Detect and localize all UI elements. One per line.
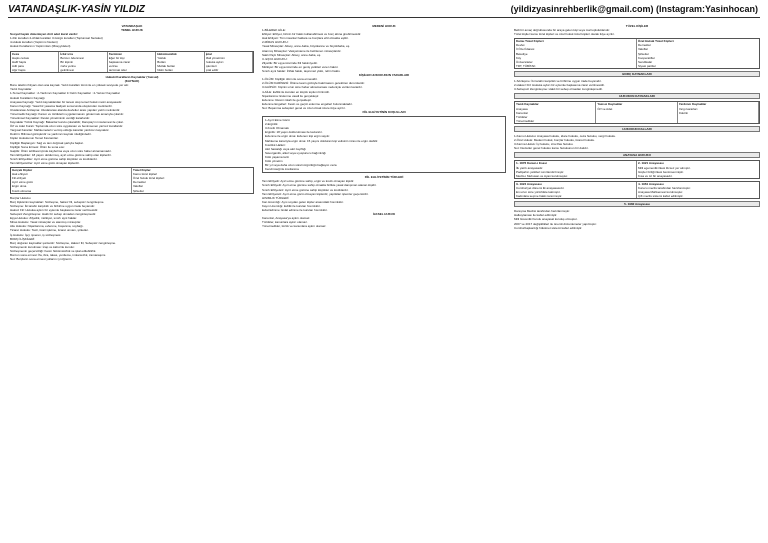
table-cell: Mutlak butlan [157, 63, 176, 68]
table-cell: Siyasi partiler [638, 63, 657, 68]
table-cell: İl Özel İdaresi [516, 47, 535, 52]
text-line: Anayasa Kaynağı: Yazılı kaynaklardan bir tanesi olup temel hukuk metni anayasadır. [10, 99, 123, 104]
table-column [108, 52, 156, 72]
column-1-title: VATANDAŞLIK [121, 24, 143, 28]
column-1-subtitle: TEMEL HUKUK [121, 28, 143, 33]
text-line: Sınırlı Ehliyetli: Ayırt etme gücüne sahip olmakla birlikte yasal danışman atanan kişidir. [262, 183, 377, 188]
table-column [156, 52, 204, 72]
table-cell: Şirketler [638, 51, 650, 56]
text-line: Tam Ehliyetliler: 18 yaşını doldurmuş, ayırt etme gücüne sahip olan kişilerdir. [10, 152, 112, 157]
text-line: Not: Devletler genel hukuku kamu hukukunun bir dalıdır. [514, 146, 589, 151]
table-column [515, 102, 596, 122]
column-2-lines-c [262, 116, 506, 173]
column-3-lines-a [514, 28, 760, 36]
table-cell: Kamu tüzel kişileri [133, 172, 158, 177]
column-2-section-4-title: İLKSEL HUKUK [372, 212, 396, 217]
constitutions-table-2 [514, 181, 760, 199]
header-right-contact: (yildizyasinrehberlik@gmail.com) (Instagram:Yasinhocan) [510, 4, 758, 14]
table-header-cell: İptal [205, 51, 212, 56]
table-cell: Dernekler [133, 180, 147, 185]
text-line: Saklı Paylı Mirasçılar: Altsoy, anne-baba, eş. [262, 52, 322, 57]
text-line: Kan Hısımlığı: Aynı soydan gelen kişiler arasındaki hısımlıktır. [262, 199, 344, 204]
table-cell: Fiil ehliyeti [12, 176, 27, 181]
law-branches-bar: HUKUKUN DALLARI [514, 126, 760, 132]
text-line: Eşya Hukuku: Zilyetlik, mülkiyet, sınırlı ayni haklar. [10, 216, 78, 221]
text-line: 2007 ve 2017 değişiklikleri ile önemli düzenlemeler yapılmıştır. [514, 221, 597, 226]
header-left-title: VATANDAŞLIK-YASİN YILDIZ [8, 4, 145, 15]
text-line: İş Hukuku: İşçi, işveren, iş sözleşmesi. [10, 232, 62, 237]
text-line: 1-BİLEREK HİLE: [262, 28, 286, 33]
table-header-cell: Hükümsüzlük [157, 51, 177, 56]
table-column [515, 182, 637, 198]
text-line: 1-Din kuralları 2-Ahlak kuralları 3-Görgü kuralları (Toplumsal Nezaket) [10, 36, 103, 41]
text-line: Borcun sona ermesi: İfa, ibra, takas, yenileme, imkansızlık, zamanaşımı. [10, 252, 107, 257]
table-cell: Vakıflar [638, 47, 648, 52]
text-line: 2-MİRAS HUKUKU: [262, 40, 289, 45]
text-line: Kendi isteği ile kısıtlanma [265, 167, 299, 172]
table-cell: Mali yönetimin [205, 55, 225, 60]
text-line: 3-Karma Hukuk: İş hukuku, icra iflas hukuku. [514, 142, 574, 147]
table-cell: Ayırt etme gücü [12, 180, 33, 185]
table-cell: Adli para [12, 63, 24, 68]
table-cell: İlk yazılı anayasadır. [516, 165, 544, 170]
text-line: Kanun Kaynağı: Yasal bir yasama faaliyeti sonucunda oluşturulan metinlerdir. [10, 103, 113, 108]
table-header-cell: 1- 1876 Kanun-i Esasi [516, 161, 547, 166]
text-line: Erginlik: 18 yaşın doldurulması ile kazanılır. [265, 130, 323, 135]
text-line: Belli bir amaç doğrultusunda bir araya gelen kişi veya mal topluluklarıdır. [514, 28, 611, 33]
text-line: 3-Sebepsiz Zenginleşme: Haklı bir sebep olmadan zenginleşmedir. [514, 87, 603, 92]
table-cell: Üniversiteler [516, 59, 533, 64]
table-cell: Yargı kararları [678, 106, 698, 111]
text-line: Ticaret Hukuku: Tacir, ticari işletme, ticaret unvanı, şirketler. [10, 228, 89, 233]
text-line: Tam Ehliyetsiz: Ayırt etme gücü olmayan kişilerdir, yaptıkları işlemler geçersizdir. [262, 191, 369, 196]
table-column [11, 168, 132, 193]
table-cell: Yokluk [157, 55, 166, 60]
table-cell: Anayasa Mahkemesi kurulmuştur. [638, 190, 684, 194]
column-1-section-2-title: Hukuki Kuralların Kaynaklar (Yazısal) [105, 75, 159, 80]
table-column [11, 52, 59, 72]
text-line: Danışma Meclisi tarafından hazırlanmıştır. [514, 209, 571, 214]
text-line: Örf ve Adet Kuralı: Toplumda uzun süre uygulanan ve benimsenen yazısız kurallardır. [10, 124, 124, 129]
table-cell: En uzun süre yürürlükte kalmıştır. [516, 190, 561, 194]
text-line: Milli Güvenlik Kurulu anayasal kuruluş olmuştur. [514, 217, 578, 222]
table-cell: Anayasa [516, 106, 528, 111]
text-line: Kötü yaşama tarzı [265, 154, 290, 159]
text-line: 1-Sözleşme: İki tarafın karşılıklı ve birbirine uygun irade beyanıdır. [514, 79, 602, 84]
table-column [515, 39, 637, 68]
column-3 [514, 24, 760, 536]
text-line: 2-Özel Hukuk: Medeni hukuk, borçlar hukuku, ticaret hukuku. [514, 138, 596, 143]
table-cell: getirilmesi [60, 67, 74, 72]
table-header-cell: Yazılı Kaynaklar [516, 102, 539, 107]
text-line: Not: Boşanma sebepleri genel ve özel olmak üzere ikiye ayrılır. [262, 105, 346, 110]
table-cell: Köy [516, 55, 522, 60]
table-cell: Hafif hapis [12, 59, 27, 64]
table-header-cell: Tüzel Kişiler [133, 168, 151, 173]
table-cell: Doktrin [678, 110, 689, 115]
table-column [637, 182, 759, 198]
text-line: BORÇ İLİŞKİLERİ [10, 236, 35, 241]
table-column [515, 161, 637, 177]
text-line: 4-AİLE: Evlilik ile kurulan en küçük toplum birimidir. [262, 89, 330, 94]
column-3-title: TÜZEL KİŞİLER [625, 24, 649, 28]
text-line: 3-Kısıtlı Olmamak [265, 126, 289, 131]
table-cell: Cumhuriyet dönemi ilk anayasasıdır. [516, 185, 565, 190]
table-cell: Ağır hapis [12, 67, 26, 72]
law-sources-bar: HUKUKUN KAYNAKLARI [514, 93, 760, 99]
page-header [0, 0, 768, 20]
table-cell: tazminat öder [108, 67, 127, 72]
text-line: 2-Haksız Fiil: Hukuka aykırı bir eylemle başkasına zarar verilmesidir. [514, 83, 605, 88]
column-2-section-2-title: FİİL EHLİYETİNİN KOŞULLARI [362, 109, 406, 114]
text-line: Sınırlı Ehliyetliler: Ayırt etme gücüne sahip küçükler ve kısıtlılardır. [10, 156, 98, 161]
column-2-title: MEDENİ HUKUK [372, 24, 396, 28]
text-line: 1-Temel Kaynaklar : 2-Yardımcı Kaynaklar 3-Yazılı Kaynaklar : 4-Yazısız Kaynaklar [10, 91, 120, 96]
debt-sources-bar: BORÇ KAYNAKLARI [514, 71, 760, 77]
table-header-cell: Ceza [12, 51, 20, 56]
text-line: Yargısal Kararlar: Mahkemelerin vermiş olduğu kararlar yardımcı kaynaktır. [10, 128, 110, 133]
table-cell: Nisbi butlan [157, 67, 173, 72]
table-cell: işlemleri [205, 63, 217, 68]
table-header-cell: Özel Hukuk Tüzel Kişileri [638, 39, 674, 44]
table-cell: TRT, TÜBİTAK [516, 63, 536, 68]
table-cell: Meclis-i Mebusan ve Ayan kurulmuştur. [516, 173, 568, 178]
column-1-section-2-subtitle: (KAYNAK) [124, 79, 140, 84]
text-line: Kötü yönetim [265, 159, 283, 163]
table-column [205, 52, 253, 72]
text-line: Borç doğuran kaynaklar şunlardır: Sözleşme, Haksız fiil, Sebepsiz zenginleşme. [10, 240, 117, 245]
table-cell: Bir kişinin [60, 59, 74, 64]
text-line: Evlenme ile ergin olma: Evlenen kişi ergin sayılır. [265, 134, 331, 139]
text-line: Kişiliğin Sona Ermesi: Ölüm ile sona erer. [10, 144, 66, 149]
text-line: Hukuki Kuralların Kaynağı [10, 95, 45, 100]
text-line: Atanmış Mirasçılar: Vasiyetname ile belirlenen mirasçılardır. [262, 48, 342, 53]
table-header-cell: 4- 1961 Anayasası [638, 181, 664, 186]
table-cell: Kanunlar [516, 110, 529, 115]
table-cell: başkasına zarar [108, 59, 131, 64]
text-line: Borç ilişkisinin kaynakları: Sözleşme, haksız fiil, sebepsiz zenginleşme. [10, 199, 105, 204]
text-line: HISIMLIK TÜRLERİ [262, 195, 289, 200]
column-1 [10, 24, 254, 536]
text-line: Nişanlanma: Evlenme vaadi ile gerçekleşir. [262, 93, 320, 98]
text-line: Sebepsiz Zenginleşme: Haklı bir sebep olmadan zenginleşmedir. [10, 212, 97, 217]
table-cell: Örf ve Adet [597, 106, 613, 111]
table-cell: verirse [108, 63, 118, 68]
text-line: Tam Ehliyetli: Ayırt etme gücüne sahip, ergin ve kısıtlı olmayan kişidir. [262, 179, 355, 184]
table-cell: Kısa ve öz bir anayasadır. [638, 173, 673, 178]
text-line: 1-ÖLÜM: Kişiliğin ölüm ile sona ermesidir. [262, 77, 318, 82]
text-line: Bunu talebin ihtiyacı olan ana kaynak. Yazılı kuralları tümü ile en yüksek seviyede yer alır. [10, 83, 129, 88]
table-cell: Özel hukuk tüzel kişileri [133, 176, 165, 181]
text-line: Doktrin: Bilimsel görüşlerdir ve yardımcı kaynak niteliğindedir. [10, 132, 92, 137]
text-line: Hukuk Kurallarının Yaptırımları (Müeyyideleri) [10, 44, 71, 49]
law-sources-table [514, 101, 760, 123]
header-divider [8, 17, 760, 18]
text-line: Yönetimsel Kaynaklar: Devlet yönetiminin verdiği kararlardır. [10, 115, 91, 120]
text-line: Hak Ehliyeti: Tüm insanlar haklara ve borçlara ehil olmakta eşittir. [262, 36, 349, 41]
column-1-lines-b [10, 83, 254, 165]
table-header-cell: Yardımcı Kaynaklar [678, 102, 707, 107]
table-cell: iptal edilir [205, 67, 219, 72]
table-cell: Kooperatifler [638, 55, 656, 60]
text-line: 3-GAİPLİK: Kişinin uzun süre haber alınamaması nedeniyle verilen karardır. [262, 85, 363, 90]
text-line: Savurganlık, alkol veya uyuşturucu bağımlılığı [265, 150, 327, 155]
column-2-lines-b [262, 77, 506, 110]
text-line: 4-Hukuk kuralları (Yaptırımı Nedeni) [10, 40, 58, 45]
text-line: Halkoylaması ile kabul edilmiştir. [514, 213, 558, 218]
column-1-lines-a [10, 36, 254, 48]
text-line: Sözleşmenin geçersizliği: Kesin hükümsüzlük ve iptal edilebilirlik. [10, 248, 97, 253]
table-header-cell: 2- 1921 Anayasası [638, 161, 664, 166]
table-header-cell: İcbir icra [60, 51, 73, 56]
text-line: Miras Hukuku: Yasal mirasçılar ve atanmış mirasçılar. [10, 220, 82, 225]
text-line: Not: Borçların sona ermesi yollarını iyi öğrenin. [10, 257, 73, 262]
table-cell: Borcun ödenmesi [60, 55, 84, 60]
text-line: Mülkiyet: Bir eşya üzerinde en geniş yetkileri veren haktır. [262, 64, 339, 69]
text-line: Mahkeme kararıyla ergin olma: 15 yaşını dolduran kişi velisinin rızası ile ergin olabilir. [265, 138, 379, 143]
text-line: Yönetmelikler, tüzük ve kanunlara aykırı olamaz. [262, 224, 327, 229]
table-cell: Çift meclis sistemi kabul edilmiştir. [638, 194, 684, 199]
text-line: Aile Hukuku: Nişanlanma, evlenme, boşanma, soybağı. [10, 224, 84, 229]
column-3-lines-b [514, 79, 760, 91]
table-cell: Ergin olma [12, 184, 27, 189]
text-line: Kayın Hısımlığı: Evlilik ile kurulan hısımlıktır. [262, 203, 321, 208]
table-cell: Eğer bir kişi [108, 55, 125, 60]
text-line: Ehliyet: Ehliyet, birinin bir hakkı kullanabilmesi ve borç altına girebilmesidir. [262, 32, 362, 37]
text-line: Kaynaklar Tüzük Kaynağı: Bakanlar kurulu çıkarabilir, Danıştay'ın incelemesi ile çıkar. [10, 120, 124, 125]
table-cell: Güçler birliği ilkesi benimsenmiştir. [638, 169, 684, 174]
text-line: Sözleşme: İki tarafın karşılıklı ve birbirine uygun irade beyanıdır. [10, 203, 96, 208]
table-header-cell: Tazminat [108, 51, 122, 56]
text-line: Sözleşmenin kurulması: İcap ve kabul ile kurulur. [10, 244, 75, 249]
constitution-bar: ANAYASA HUKUKU [514, 152, 760, 158]
text-line: Evlenme Engelleri: Kesin ve geçici evlenme engelleri bulunmaktadır. [262, 101, 353, 106]
text-line: Kişiler Hukukunun Temel Kavramları [10, 136, 59, 141]
column-2 [262, 24, 506, 536]
table-cell: Milli egemenlik ilkesi ilk kez yer almıştır. [638, 165, 691, 170]
table-cell: Yönetmelikler [516, 118, 535, 123]
sanctions-table [10, 51, 254, 73]
text-line: Evlat Edinme: Evlat edinme ile kurulan hısımlıktır. [262, 208, 328, 213]
text-line: Sınırlı Ehliyetsiz: Ayırt etme gücüne sahip küçükler ve kısıtlılardır. [262, 187, 349, 192]
table-cell: Şirketler [133, 188, 145, 193]
constitutions-table-1 [514, 160, 760, 178]
constitution-1982-bar: 5- 1982 Anayasası [514, 201, 760, 207]
table-header-cell: Yazısız Kaynaklar [597, 102, 623, 107]
text-line: Kişiliğin Başlangıcı: Sağ ve tam doğmak şartıyla başlar. [10, 140, 84, 145]
column-3-lines-c [514, 134, 760, 150]
table-cell: Belediye [516, 51, 528, 56]
text-line: Evlenme: Resmi nikah ile gerçekleşir. [262, 97, 312, 102]
text-line: Tüzükler, kanunlara aykırı olamaz. [262, 220, 308, 225]
text-line: Tüzel kişiler kamu tüzel kişileri ve özel hukuk tüzel kişileri olarak ikiye ayrılır. [514, 32, 615, 37]
text-line: Sınırlı ayni haklar: İrtifak hakkı, taşınmaz yükü, rehin hakkı. [262, 69, 341, 74]
text-line: 2-ÖLÜM KARİNESİ: Ölüme kesin gözüyle bakılmasını gerektiren durumlardır. [262, 81, 365, 86]
persons-table [10, 167, 254, 194]
column-2-section-3-title: FİİL EHLİYETİNİN TÜRLERİ [364, 175, 404, 180]
table-column [637, 39, 759, 68]
table-cell: Hak ehliyeti [12, 172, 28, 177]
text-line: Borçlar Hukuku [10, 195, 31, 200]
text-line: Uluslararası Antlaşma: Uluslararası alanda devletler arası yapılan yazılı metinlerdir. [10, 107, 121, 112]
table-cell: Tüzükler [516, 114, 528, 119]
table-cell: Hapis cezası [12, 55, 30, 60]
text-line: 2-Erginlik [265, 122, 278, 127]
table-header-cell: 3- 1924 Anayasası [516, 181, 542, 186]
text-line: 1-Ayırt Etme Gücü [265, 118, 290, 123]
table-cell: Kısıtlı olmama [12, 188, 32, 193]
table-cell: Kadınlara seçme hakkı tanınmıştır. [516, 194, 563, 199]
text-line: Yazılı Kaynaklar [10, 87, 32, 92]
text-line: Gaiplik: Ölüm tehlikesi içinde kaybolma veya uzun süre haber alınamamadır. [10, 148, 112, 153]
column-2-lines-d [262, 179, 506, 212]
table-column [59, 52, 107, 72]
text-line: 1-Kamu Hukuku: Anayasa hukuku, idare hukuku, ceza hukuku, vergi hukuku. [514, 133, 617, 138]
text-line: Yasal Mirasçılar: Altsoy, anne-baba, büyükanne ve büyükbaba, eş. [262, 44, 351, 49]
table-column [596, 102, 677, 122]
column-1-intro: Sosyal hayatı düzenleyen dört adet kural vardır: [10, 32, 79, 37]
table-column [678, 102, 759, 122]
table-cell: zorla yerine [60, 63, 76, 68]
table-column [637, 161, 759, 177]
text-line: Tam Ehliyetsizler: Ayırt etme gücü olmayan kişilerdir. [10, 161, 80, 165]
column-1-lines-c [10, 196, 254, 262]
text-line: Haksız Fiil: Hukuka aykırı bir eylemle başkasına zarar verilmesidir. [10, 207, 99, 212]
table-cell: Kurucu meclis tarafından hazırlanmıştır. [638, 185, 691, 190]
table-cell: Sendikalar [638, 59, 653, 64]
table-header-cell: Kamu Tüzel Kişileri [516, 39, 544, 44]
legal-persons-table [514, 38, 760, 69]
column-2-lines-a [262, 28, 506, 73]
table-column [132, 168, 253, 193]
column-3-lines-d [514, 209, 760, 229]
table-cell: Vakıflar [133, 184, 143, 189]
text-line: Kısıtlılık Halleri: [265, 142, 286, 147]
text-line: Zilyetlik: Bir eşya üzerinde fiili hakimiyettir. [262, 60, 318, 65]
column-2-lines-e [262, 216, 506, 228]
column-2-section-title: KİŞİLER HUKUKUNUN YARARLARI [358, 73, 410, 78]
table-cell: hukuka aykırı [205, 59, 224, 64]
text-line: Cumhurbaşkanlığı hükümet sistemi kabul edilmiştir. [514, 225, 583, 230]
text-line: 3- EŞYA HUKUKU: [262, 56, 288, 61]
text-line: Yönetmelik Kaynağı: Kanun ve tüzüklerin uygulanmasını göstermek amacıyla çıkarılır. [10, 111, 125, 116]
text-line: Akıl hastalığı veya akıl zayıflığı [265, 146, 307, 151]
table-cell: Devlet [516, 43, 525, 48]
table-header-cell: Gerçek Kişiler [12, 168, 33, 173]
table-cell: Dernekler [638, 43, 652, 48]
table-cell: Butlan [157, 59, 166, 64]
table-cell: Padişahın yetkileri sınırlandırılmıştır. [516, 169, 565, 174]
text-line: Kanunlar, Anayasa'ya aykırı olamaz. [262, 216, 311, 221]
text-line: Bir yıl veya daha uzun süreli özgürlüğü bağlayıcı ceza [265, 163, 337, 168]
